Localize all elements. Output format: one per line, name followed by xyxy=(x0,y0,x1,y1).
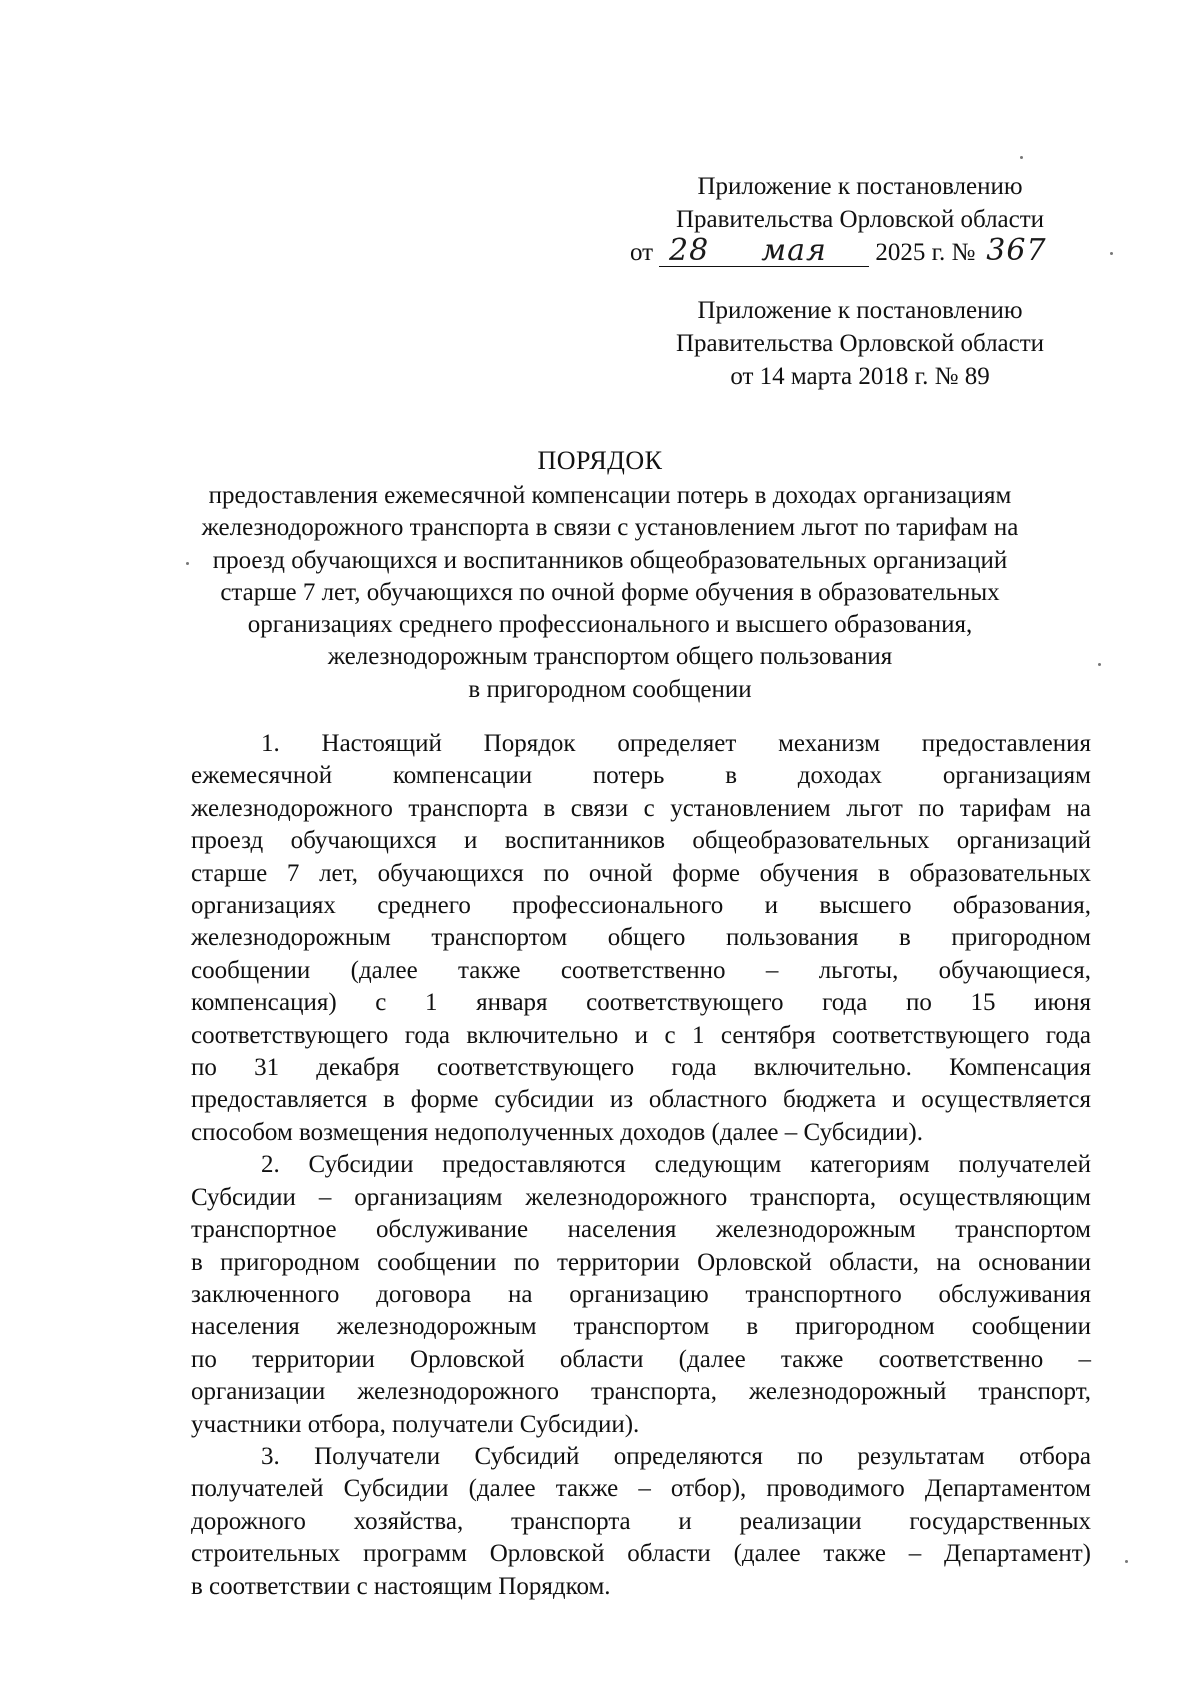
paragraph-line: сообщении (далее также соответственно – льготы, обучающиеся, xyxy=(191,956,1091,984)
handwritten-month: мая xyxy=(719,236,869,267)
scan-speck xyxy=(1098,663,1101,666)
paragraph-2 xyxy=(191,1149,1091,1441)
date-year: 2025 г. № xyxy=(875,239,976,266)
subtitle-line: предоставления ежемесячной компенсации потерь в доходах организациям xyxy=(208,482,1012,509)
paragraph-line: железнодорожного транспорта в связи с установлением льгот по тарифам на xyxy=(191,794,1091,822)
paragraph-line: по 31 декабря соответствующего года включительно. Компенсация xyxy=(191,1054,1091,1082)
scan-speck xyxy=(1125,1560,1128,1563)
paragraph-1 xyxy=(191,728,1091,1149)
paragraph-line: населения железнодорожным транспортом в пригородном сообщении xyxy=(191,1313,1091,1341)
paragraph-line: организации железнодорожного транспорта, железнодорожный транспорт, xyxy=(191,1378,1091,1406)
paragraph-line: 1. Настоящий Порядок определяет механизм предоставления xyxy=(261,730,1091,757)
paragraph-line: 3. Получатели Субсидий определяются по результатам отбора xyxy=(261,1442,1091,1470)
paragraph-line: получателей Субсидии (далее также – отбор), проводимого Департаментом xyxy=(191,1475,1091,1503)
paragraph-line: строительных программ Орловской области (далее также – Департамент) xyxy=(191,1540,1091,1568)
document-body xyxy=(191,728,1091,1603)
appendix-new-line1: Приложение к постановлению xyxy=(697,173,1023,200)
paragraph-line: по территории Орловской области (далее также соответственно – xyxy=(191,1345,1091,1373)
paragraph-line: предоставляется в форме субсидии из областного бюджета и осуществляется xyxy=(191,1086,1091,1114)
paragraph-line: способом возмещения недополученных доходов (далее – Субсидии). xyxy=(191,1118,923,1146)
paragraph-line: компенсация) с 1 января соответствующего года по 15 июня xyxy=(191,989,1091,1017)
subtitle-line: в пригородном сообщении xyxy=(468,675,752,703)
appendix-header-new xyxy=(640,170,1080,236)
appendix-old-line2: Правительства Орловской области xyxy=(675,330,1045,357)
appendix-old-line3: от 14 марта 2018 г. № 89 xyxy=(730,363,990,390)
paragraph-line: проезд обучающихся и воспитанников общеобразовательных организаций xyxy=(191,827,1091,855)
paragraph-line: в соответствии с настоящим Порядком. xyxy=(191,1572,611,1600)
subtitle-line: железнодорожного транспорта в связи с установлением льгот по тарифам на xyxy=(201,514,1019,542)
handwritten-day: 28 xyxy=(659,236,719,267)
paragraph-line: участники отбора, получатели Субсидии). xyxy=(191,1410,640,1438)
paragraph-line: старше 7 лет, обучающихся по очной форме обучения в образовательных xyxy=(191,859,1091,887)
subtitle-line: проезд обучающихся и воспитанников общеобразовательных организаций xyxy=(212,546,1008,574)
document-subtitle xyxy=(180,480,1040,706)
paragraph-line: соответствующего года включительно и с 1 сентября соответствующего года xyxy=(191,1021,1091,1049)
handwritten-number: 367 xyxy=(986,233,1047,268)
document-title: ПОРЯДОК xyxy=(537,446,663,475)
paragraph-line: Субсидии – организациям железнодорожного транспорта, осуществляющим xyxy=(191,1183,1091,1211)
date-prefix: от xyxy=(630,239,654,266)
appendix-old-line1: Приложение к постановлению xyxy=(697,297,1023,324)
appendix-header-old xyxy=(640,294,1080,393)
appendix-new-date-line xyxy=(630,233,1051,269)
subtitle-line: железнодорожным транспортом общего пользования xyxy=(327,643,893,671)
paragraph-line: организациях среднего профессионального и высшего образования, xyxy=(191,892,1091,920)
paragraph-line: заключенного договора на организацию транспортного обслуживания xyxy=(191,1280,1091,1308)
subtitle-line: организациях среднего профессионального и высшего образования, xyxy=(247,611,973,639)
paragraph-line: транспортное обслуживание населения железнодорожным транспортом xyxy=(191,1216,1091,1244)
paragraph-3 xyxy=(191,1441,1091,1603)
subtitle-line: старше 7 лет, обучающихся по очной форме обучения в образовательных xyxy=(220,578,1000,606)
scan-speck xyxy=(1020,156,1023,159)
paragraph-line: 2. Субсидии предоставляются следующим категориям получателей xyxy=(261,1151,1091,1179)
scan-speck xyxy=(186,562,189,565)
paragraph-line: железнодорожным транспортом общего пользования в пригородном xyxy=(191,924,1091,952)
scan-speck xyxy=(1110,252,1113,255)
paragraph-line: дорожного хозяйства, транспорта и реализации государственных xyxy=(191,1507,1091,1535)
paragraph-line: ежемесячной компенсации потерь в доходах организациям xyxy=(191,762,1091,790)
appendix-new-line2: Правительства Орловской области xyxy=(675,206,1045,233)
paragraph-line: в пригородном сообщении по территории Орловской области, на основании xyxy=(191,1248,1091,1276)
